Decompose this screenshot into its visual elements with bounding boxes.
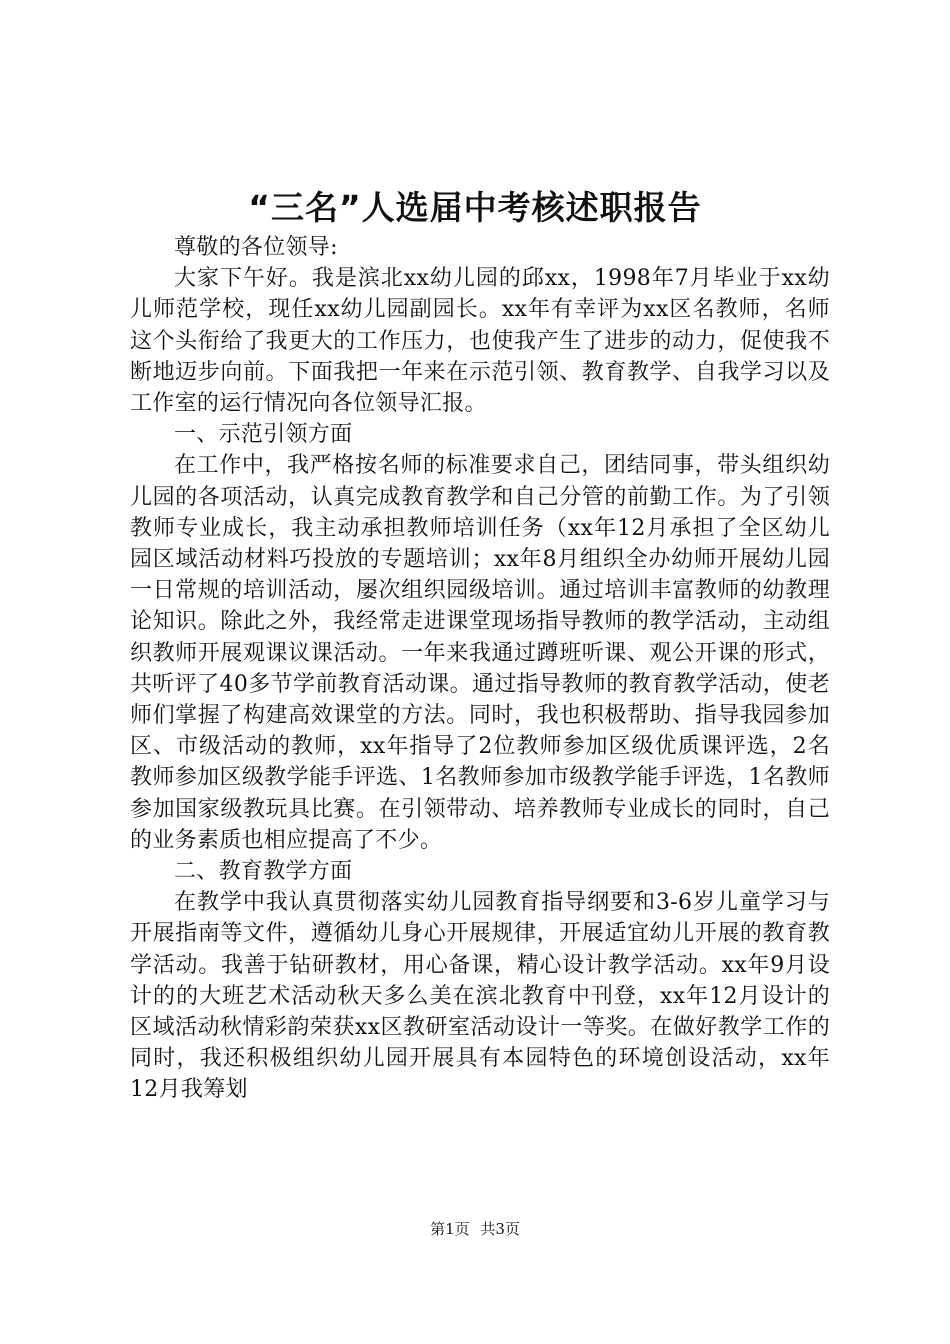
document-title: “三名”人选届中考核述职报告 bbox=[248, 188, 702, 227]
paragraph-intro: 大家下午好。我是滨北xx幼儿园的邱xx，1998年7月毕业于xx幼儿师范学校，现任xx幼儿园副园长。xx年有幸评为xx区名教师，名师这个头衔给了我更大的工作压力，也使我产生了进步的动力，促使我不断地迈步向前。下面我把一年来在示范引领、教育教学、自我学习以及工作室的运行情况向各位领导汇报。 bbox=[130, 266, 830, 417]
salutation: 尊敬的各位领导: bbox=[174, 235, 338, 260]
paragraph-section-1: 在工作中，我严格按名师的标准要求自己，团结同事，带头组织幼儿园的各项活动，认真完成教育教学和自己分管的前勤工作。为了引领教师专业成长，我主动承担教师培训任务（xx年12月承担了全区幼儿园区域活动材料巧投放的专题培训；xx年8月组织全办幼师开展幼儿园一日常规的培训活动，屡次组织园级培训。通过培训丰富教师的幼教理论知识。除此之外，我经常走进课堂现场指导教师的教学活动，主动组织教师开展观课议课活动。一年来我通过蹲班听课、观公开课的形式，共听评了40多节学前教育活动课。通过指导教师的教育教学活动，使老师们掌握了构建高效课堂的方法。同时，我也积极帮助、指导我园参加区、市级活动的教师，xx年指导了2位教师参加区级优质课评选，2名教师参加区级教学能手评选、1名教师参加市级教学能手评选，1名教师参加国家级教玩具比赛。在引领带动、培养教师专业成长的同时，自己的业务素质也相应提高了不少。 bbox=[130, 453, 830, 853]
page-number: 第1页 bbox=[430, 1220, 470, 1238]
section-heading-2: 二、教育教学方面 bbox=[174, 859, 353, 885]
paragraph-section-2: 在教学中我认真贯彻落实幼儿园教育指导纲要和3-6岁儿童学习与开展指南等文件，遵循幼儿身心开展规律，开展适宜幼儿开展的教育教学活动。我善于钻研教材，用心备课，精心设计教学活动。xx年9月设计的的大班艺术活动秋天多么美在滨北教育中刊登，xx年12月设计的区域活动秋情彩韵荣获xx区教研室活动设计一等奖。在做好教学工作的同时，我还积极组织幼儿园开展具有本园特色的环境创设活动，xx年12月我筹划 bbox=[130, 890, 830, 1103]
document-body bbox=[130, 232, 830, 1106]
page-footer bbox=[0, 1218, 950, 1240]
page-total: 共3页 bbox=[480, 1220, 520, 1238]
section-heading-1: 一、示范引领方面 bbox=[174, 422, 353, 448]
